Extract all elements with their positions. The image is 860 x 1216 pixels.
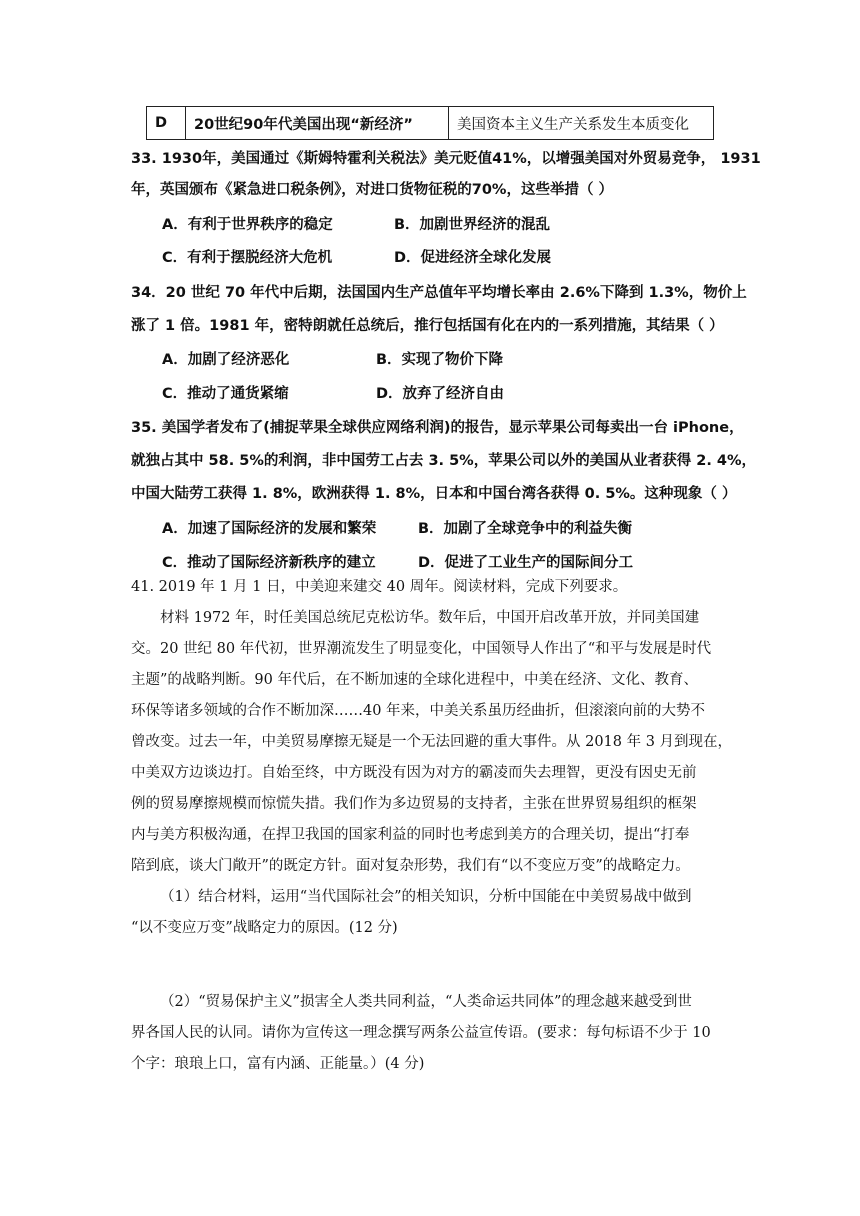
q41-sub2-line: 界各国人民的认同。请你为宣传这一理念撰写两条公益宣传语。(要求：每句标语不少于 10: [131, 1025, 711, 1041]
q33-option-d[interactable]: D．促进经济全球化发展: [394, 250, 552, 266]
q33-option-c[interactable]: C．有利于摆脱经济大危机: [162, 250, 333, 266]
q41-sub1-line: “以不变应万变”战略定力的原因。(12 分): [131, 920, 398, 936]
table-row: [147, 107, 714, 140]
q34-stem-line2: 涨了 1 倍。1981 年，密特朗就任总统后，推行包括国有化在内的一系列措施，其结果（ ）: [131, 318, 724, 334]
q41-material-line: 主题”的战略判断。90 年代后，在不断加速的全球化进程中，中美在经济、文化、教育、: [131, 672, 698, 688]
option-letter-cell: D: [147, 107, 186, 140]
q41-material-line: 交。20 世纪 80 年代初，世界潮流发生了明显变化，中国领导人作出了“和平与发展是时代: [131, 641, 712, 657]
q35-stem-line3: 中国大陆劳工获得 1. 8%，欧洲获得 1. 8%，日本和中国台湾各获得 0. 5%。这种现象（ ）: [131, 486, 737, 502]
q33-stem-line2: 年，英国颁布《紧急进口税条例》，对进口货物征税的70%，这些举措（ ）: [131, 182, 614, 198]
q41-sub2-line: （2）“贸易保护主义”损害全人类共同利益，“人类命运共同体”的理念越来越受到世: [160, 994, 692, 1010]
q34-stem-line1: 34．20 世纪 70 年代中后期，法国国内生产总值年平均增长率由 2.6%下降到 1.3%，物价上: [131, 285, 747, 301]
q41-material-line: 陪到底，谈大门敞开”的既定方针。面对复杂形势，我们有“以不变应万变”的战略定力。: [131, 858, 690, 874]
q33-option-b[interactable]: B．加剧世界经济的混乱: [394, 217, 551, 233]
q33-option-a[interactable]: A．有利于世界秩序的稳定: [162, 217, 333, 233]
q35-stem-line1: 35. 美国学者发布了(捕捉苹果全球供应网络利润)的报告，显示苹果公司每卖出一台 iPhone，: [131, 420, 744, 436]
q34-option-b[interactable]: B．实现了物价下降: [376, 352, 504, 368]
q35-option-b[interactable]: B．加剧了全球竞争中的利益失衡: [418, 521, 633, 537]
q35-option-a[interactable]: A．加速了国际经济的发展和繁荣: [162, 521, 377, 537]
q33-stem-line1: 33. 1930年，美国通过《斯姆特霍利关税法》美元贬值41%，以增强美国对外贸易竞争， 1931: [131, 151, 761, 167]
q41-sub1-line: （1）结合材料，运用“当代国际社会”的相关知识，分析中国能在中美贸易战中做到: [160, 889, 692, 905]
q34-option-d[interactable]: D．放弃了经济自由: [376, 386, 505, 402]
q41-material-line: 例的贸易摩擦规模而惊慌失措。我们作为多边贸易的支持者，主张在世界贸易组织的框架: [131, 796, 697, 812]
q41-material-line: 中美双方边谈边打。自始至终，中方既没有因为对方的霸凌而失去理智，更没有因史无前: [131, 765, 697, 781]
q41-title: 41. 2019 年 1 月 1 日，中美迎来建交 40 周年。阅读材料，完成下列要求。: [131, 579, 628, 595]
event-cell: 20世纪90年代美国出现“新经济”: [186, 107, 449, 140]
q34-option-a[interactable]: A．加剧了经济恶化: [162, 352, 290, 368]
q41-material-line: 环保等诸多领域的合作不断加深……40 年来，中美关系虽历经曲折，但滚滚向前的大势不: [131, 703, 706, 719]
q34-option-c[interactable]: C．推动了通货紧缩: [162, 386, 289, 402]
q35-option-c[interactable]: C．推动了国际经济新秩序的建立: [162, 555, 376, 571]
q35-stem-line2: 就独占其中 58. 5%的利润，非中国劳工占去 3. 5%，苹果公司以外的美国从业者获得 2. 4%，: [131, 453, 757, 469]
q35-option-d[interactable]: D．促进了工业生产的国际间分工: [418, 555, 634, 571]
result-cell: 美国资本主义生产关系发生本质变化: [449, 107, 714, 140]
q41-material-line: 材料 1972 年，时任美国总统尼克松访华。数年后，中国开启改革开放，并同美国建: [160, 610, 700, 626]
q41-sub2-line: 个字：琅琅上口，富有内涵、正能量。）(4 分): [131, 1056, 425, 1072]
answer-option-table: [146, 106, 714, 140]
q41-material-line: 曾改变。过去一年，中美贸易摩擦无疑是一个无法回避的重大事件。从 2018 年 3 月到现在，: [131, 734, 733, 750]
q41-material-line: 内与美方积极沟通，在捍卫我国的国家利益的同时也考虑到美方的合理关切，提出“打奉: [131, 827, 690, 843]
